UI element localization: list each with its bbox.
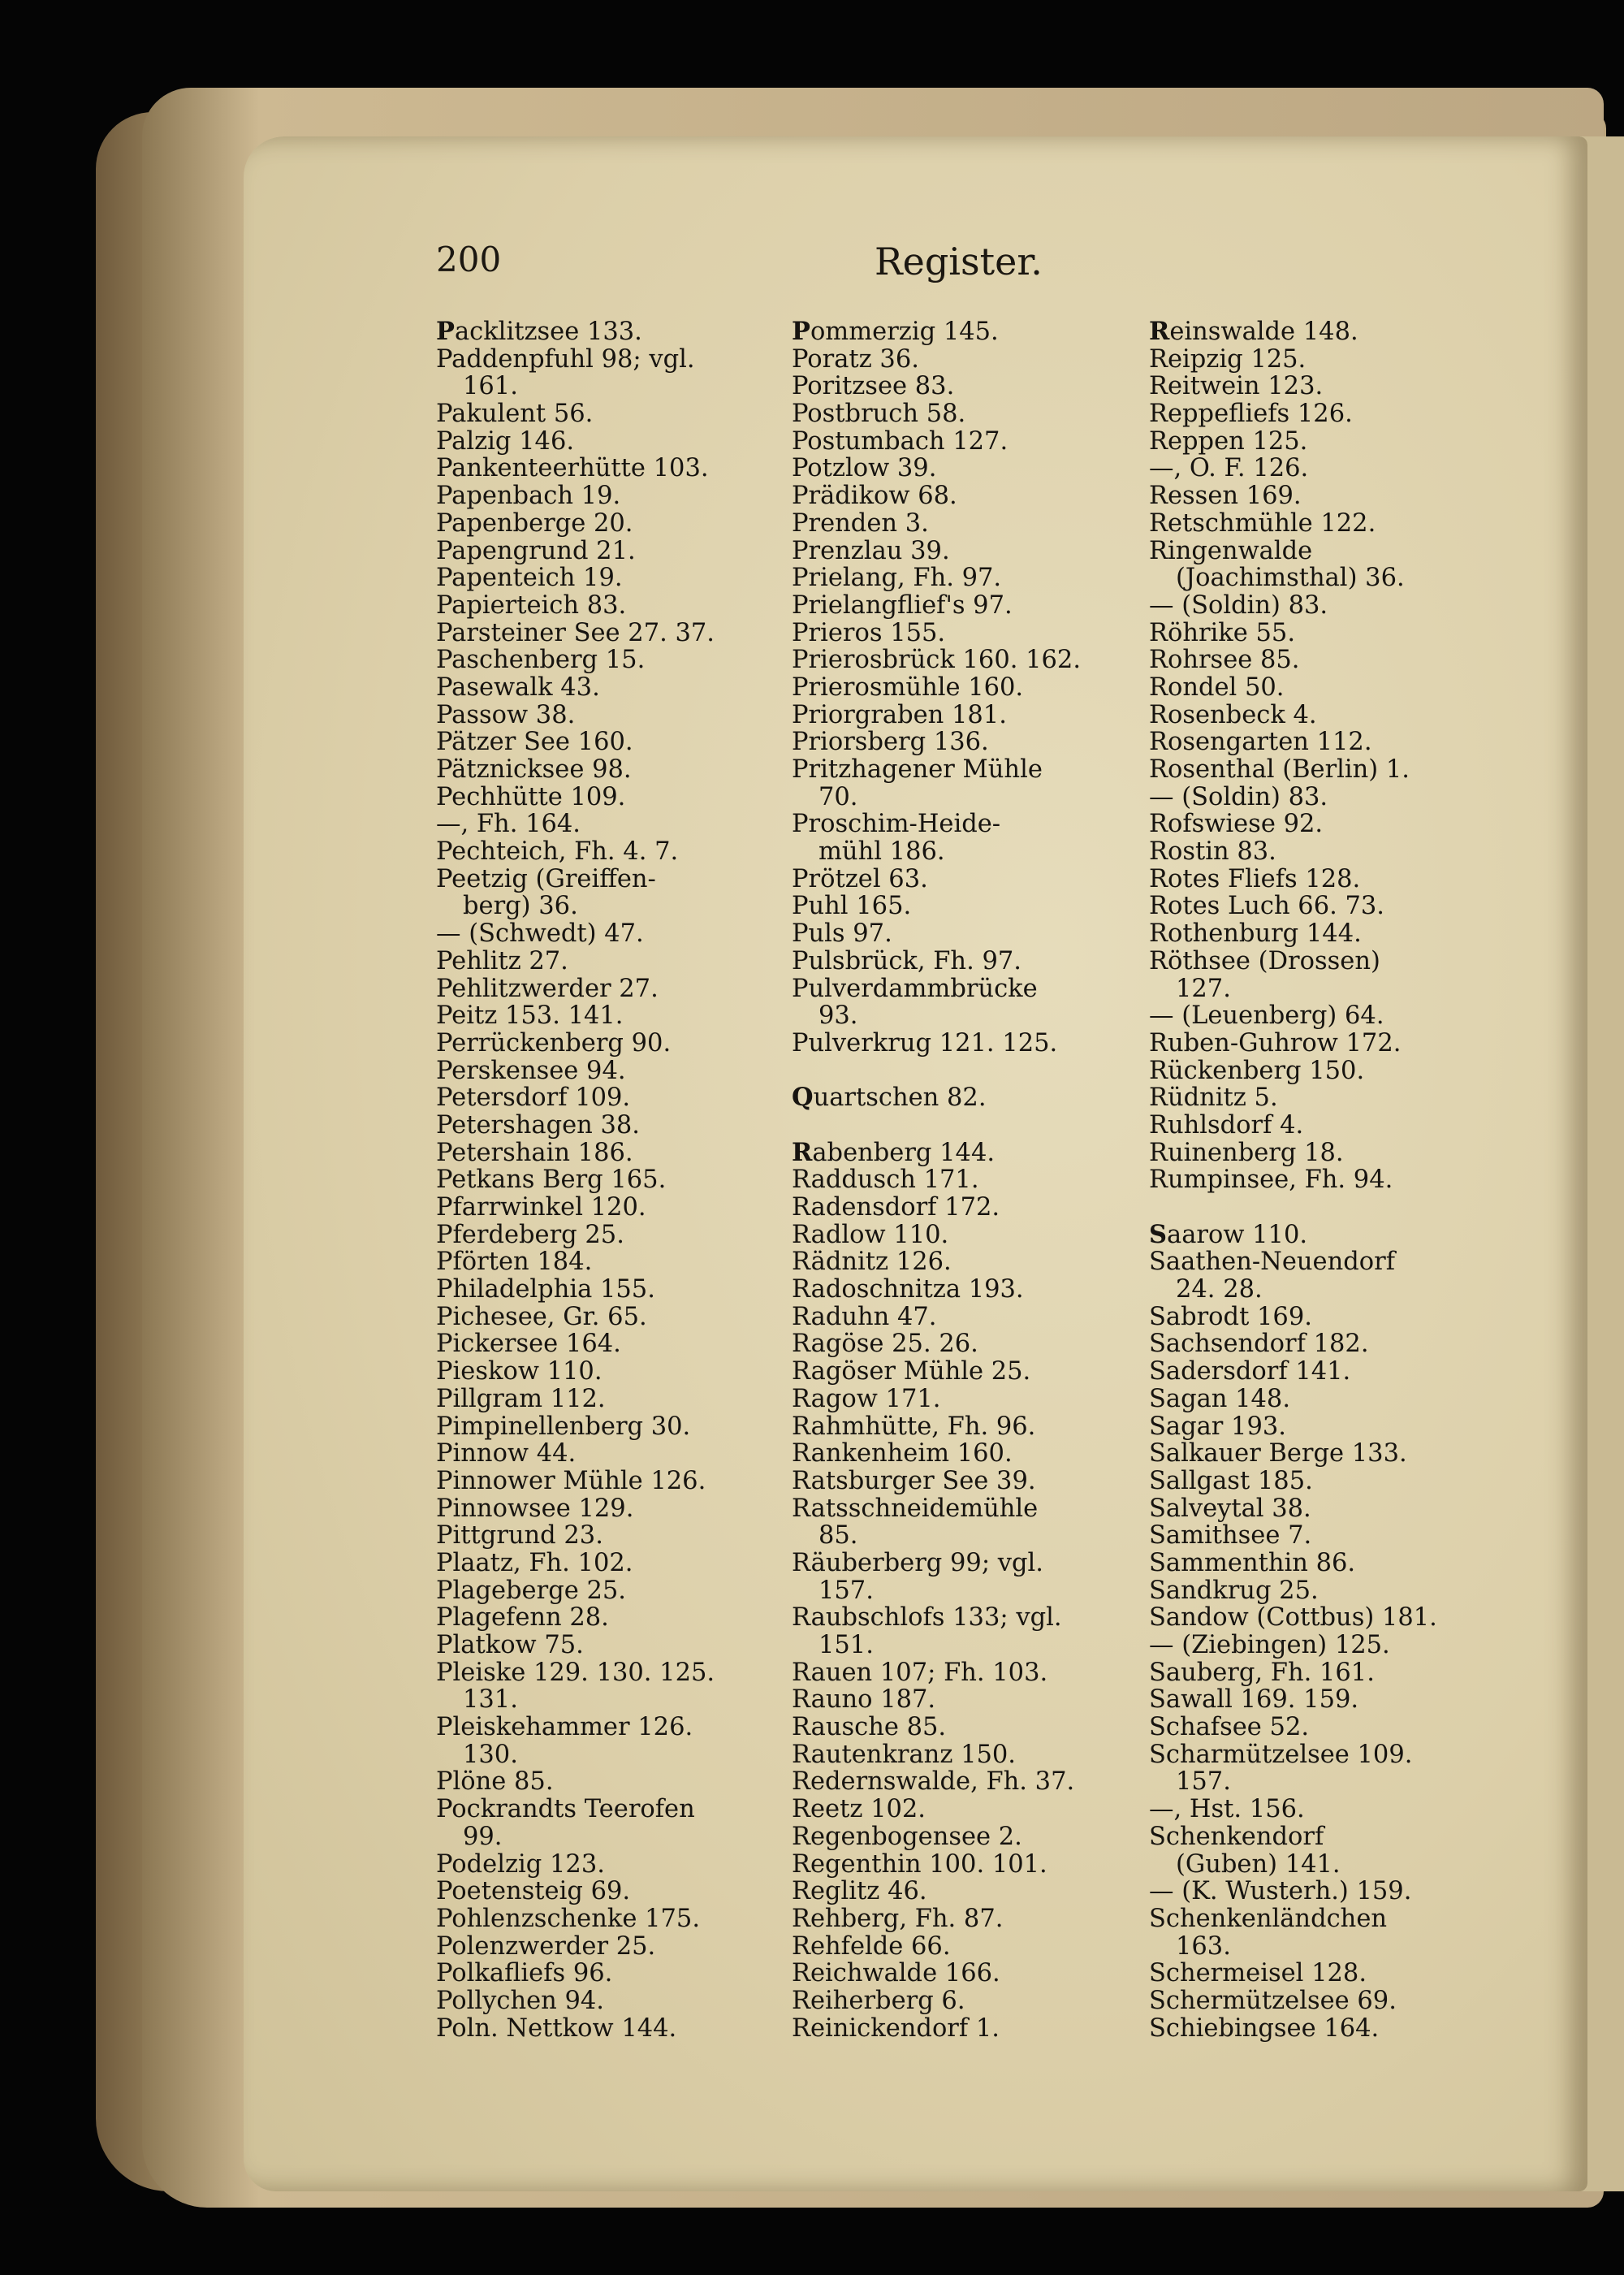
register-entry: Schenkenländchen [1149,1904,1388,1933]
register-entry: Retschmühle 122. [1149,508,1376,538]
register-entry: Samithsee 7. [1149,1521,1312,1551]
register-entry: Peetzig (Greiffen- [436,864,656,893]
register-entry: Ruinenberg 18. [1149,1138,1344,1167]
register-entry: Poetensteig 69. [436,1877,631,1906]
register-entry: Papierteich 83. [436,590,627,620]
register-entry: Rosenthal (Berlin) 1. [1149,755,1410,784]
register-entry: Scharmützelsee 109. [1149,1740,1413,1769]
register-entry: Pförten 184. [436,1248,593,1277]
register-entry: Rüdnitz 5. [1149,1083,1278,1113]
register-entry: Pulverkrug 121. 125. [792,1028,1058,1057]
register-entry: Rahmhütte, Fh. 96. [792,1412,1036,1441]
register-entry: Pätzer See 160. [436,728,633,757]
register-entry: Reipzig 125. [1149,344,1307,374]
register-entry: Proschim-Heide- [792,810,1001,839]
register-entry: Prötzel 63. [792,864,928,893]
register-entry: Sadersdorf 141. [1149,1357,1351,1386]
register-entry: Pankenteerhütte 103. [436,454,709,483]
register-entry: 157. [818,1576,874,1605]
register-entry: Paschenberg 15. [436,646,646,675]
register-entry: 161. [463,372,518,401]
register-entry: Puhl 165. [792,892,912,921]
register-entry: — (Soldin) 83. [1149,782,1328,811]
register-entry: Röthsee (Drossen) [1149,946,1380,975]
register-entry: Schermützelsee 69. [1149,1986,1397,2015]
register-entry: Plageberge 25. [436,1576,626,1605]
register-entry: Polkafliefs 96. [436,1959,613,1988]
register-entry: Prierosmühle 160. [792,673,1024,702]
register-entry: Quartschen 82. [792,1083,987,1113]
register-entry: Schermeisel 128. [1149,1959,1367,1988]
register-entry: — (K. Wusterh.) 159. [1149,1877,1412,1906]
page-header [436,240,1435,288]
register-entry: —, O. F. 126. [1149,454,1309,483]
register-entry: Reglitz 46. [792,1877,927,1906]
register-entry: Saarow 110. [1149,1219,1308,1249]
register-entry: Prielangflief's 97. [792,590,1013,620]
register-entry: 131. [463,1685,518,1715]
register-entry: Pleiske 129. 130. 125. [436,1658,715,1687]
register-entry: Saathen-Neuendorf [1149,1248,1395,1277]
register-entry: — (Leuenberg) 64. [1149,1001,1384,1031]
register-entry: Radoschnitza 193. [792,1275,1024,1304]
register-entry: Ringenwalde [1149,536,1313,565]
register-entry: Petersdorf 109. [436,1083,631,1113]
register-entry: 163. [1176,1931,1231,1961]
register-entry: Reitwein 123. [1149,372,1324,401]
register-entry: Reichwalde 166. [792,1959,1000,1988]
register-entry: Rädnitz 126. [792,1248,952,1277]
register-entry: Sauberg, Fh. 161. [1149,1658,1375,1687]
register-entry: Pockrandts Teerofen [436,1795,695,1824]
register-entry: Pohlenzschenke 175. [436,1904,701,1933]
register-entry: Sandkrug 25. [1149,1576,1319,1605]
register-entry: Priorgraben 181. [792,700,1007,729]
register-entry: Pechteich, Fh. 4. 7. [436,837,679,867]
register-column-3 [1149,318,1437,2042]
register-entry: Plaatz, Fh. 102. [436,1548,633,1577]
register-entry: Poln. Nettkow 144. [436,2013,677,2043]
register-entry: Plagefenn 28. [436,1603,609,1633]
register-entry: Prädikow 68. [792,482,957,511]
register-entry: Rondel 50. [1149,673,1285,702]
register-entry: Pehlitz 27. [436,946,568,975]
register-entry: Pickersee 164. [436,1330,621,1359]
register-entry: Parsteiner See 27. 37. [436,618,715,647]
register-entry: Reppefliefs 126. [1149,400,1353,429]
register-entry: Ruhlsdorf 4. [1149,1110,1304,1140]
register-entry: Petershain 186. [436,1138,633,1167]
register-entry: Paddenpfuhl 98; vgl. [436,344,695,374]
register-entry: — (Ziebingen) 125. [1149,1631,1390,1659]
register-entry: 99. [463,1822,503,1851]
register-entry: Sandow (Cottbus) 181. [1149,1603,1437,1633]
register-entry: Pinnowsee 129. [436,1494,634,1523]
register-entry: Rehberg, Fh. 87. [792,1904,1004,1933]
register-entry: berg) 36. [463,892,578,921]
register-entry: Rabenberg 144. [792,1137,996,1167]
register-entry: Papenberge 20. [436,508,633,538]
register-entry: Papenteich 19. [436,564,623,593]
register-entry: Radensdorf 172. [792,1193,1000,1222]
register-entry: 157. [1176,1767,1231,1797]
register-entry: Palzig 146. [436,426,575,456]
register-entry: 151. [818,1631,874,1659]
register-entry: (Guben) 141. [1176,1849,1341,1879]
register-entry: Pritzhagener Mühle [792,755,1043,784]
register-entry: Rotes Luch 66. 73. [1149,892,1385,921]
register-entry: Rohrsee 85. [1149,646,1300,675]
register-entry: Papenbach 19. [436,482,621,511]
register-entry: Rautenkranz 150. [792,1740,1017,1769]
register-entry: Papengrund 21. [436,536,636,565]
register-entry: Schiebingsee 164. [1149,2013,1380,2043]
register-entry: Prieros 155. [792,618,946,647]
register-entry: Ragöser Mühle 25. [792,1357,1031,1386]
register-entry: Rothenburg 144. [1149,919,1362,949]
register-entry: —, Fh. 164. [436,810,581,839]
register-entry: — (Soldin) 83. [1149,590,1328,620]
register-column-1 [436,318,715,2042]
section-spacer [1149,1194,1437,1222]
register-entry: Pulverdammbrücke [792,974,1038,1003]
register-entry: Pieskow 110. [436,1357,603,1386]
register-entry: Rankenheim 160. [792,1439,1013,1468]
register-entry: Ressen 169. [1149,482,1302,511]
register-entry: Raubschlofs 133; vgl. [792,1603,1062,1633]
register-entry: mühl 186. [818,837,945,867]
register-entry: Rauno 187. [792,1685,936,1715]
page-number: 200 [436,240,502,279]
register-entry: Prenden 3. [792,508,929,538]
register-entry: Salveytal 38. [1149,1494,1311,1523]
register-entry: Podelzig 123. [436,1849,605,1879]
register-entry: Radlow 110. [792,1220,949,1249]
register-entry: Sawall 169. 159. [1149,1685,1359,1715]
register-entry: Reiherberg 6. [792,1986,965,2015]
register-entry: Regenthin 100. 101. [792,1849,1047,1879]
register-entry: Rosenbeck 4. [1149,700,1317,729]
register-entry: Pichesee, Gr. 65. [436,1302,647,1331]
register-entry: Rehfelde 66. [792,1931,951,1961]
register-entry: Pommerzig 145. [792,317,999,346]
register-entry: Plöne 85. [436,1767,554,1797]
register-entry: Rumpinsee, Fh. 94. [1149,1166,1393,1195]
register-entry: Ratsburger See 39. [792,1466,1036,1495]
register-entry: Pferdeberg 25. [436,1220,624,1249]
register-entry: Raddusch 171. [792,1166,979,1195]
register-entry: 70. [818,782,858,811]
register-entry: Poritzsee 83. [792,372,955,401]
register-entry: Rostin 83. [1149,837,1276,867]
register-entry: Passow 38. [436,700,576,729]
register-entry: Pittgrund 23. [436,1521,603,1551]
register-entry: Pakulent 56. [436,400,594,429]
register-entry: Postumbach 127. [792,426,1009,456]
register-entry: Reetz 102. [792,1795,926,1824]
page-title: Register. [875,240,1043,283]
register-entry: Sachsendorf 182. [1149,1330,1369,1359]
register-entry: Puls 97. [792,919,892,949]
register-entry: — (Schwedt) 47. [436,919,644,949]
register-entry: 93. [818,1001,858,1031]
register-entry: (Joachimsthal) 36. [1176,564,1405,593]
register-entry: Pinnow 44. [436,1439,577,1468]
register-entry: Reinswalde 148. [1149,317,1358,346]
register-entry: Raduhn 47. [792,1302,937,1331]
register-entry: Sagar 193. [1149,1412,1286,1441]
register-entry: Petkans Berg 165. [436,1166,667,1195]
register-entry: Ragöse 25. 26. [792,1330,978,1359]
register-entry: Rosengarten 112. [1149,728,1372,757]
section-spacer [792,1057,1081,1085]
register-entry: Pätznicksee 98. [436,755,632,784]
register-entry: Rofswiese 92. [1149,810,1324,839]
register-entry: Pfarrwinkel 120. [436,1193,646,1222]
register-entry: 130. [463,1740,518,1769]
register-entry: Pechhütte 109. [436,782,626,811]
register-entry: Pehlitzwerder 27. [436,974,659,1003]
register-entry: Schafsee 52. [1149,1713,1310,1742]
register-entry: Reinickendorf 1. [792,2013,1000,2043]
register-entry: —, Hst. 156. [1149,1795,1305,1824]
register-entry: Pinnower Mühle 126. [436,1466,706,1495]
register-entry: Ruben-Guhrow 172. [1149,1028,1402,1057]
register-entry: Regenbogensee 2. [792,1822,1022,1851]
register-entry: Ragow 171. [792,1384,941,1413]
register-entry: Rausche 85. [792,1713,947,1742]
register-entry: Polenzwerder 25. [436,1931,656,1961]
register-entry: Ratsschneidemühle [792,1494,1039,1523]
register-entry: Redernswalde, Fh. 37. [792,1767,1075,1797]
section-spacer [792,1112,1081,1140]
register-entry: Pleiskehammer 126. [436,1713,693,1742]
register-entry: Peitz 153. 141. [436,1001,624,1031]
register-entry: Potzlow 39. [792,454,937,483]
register-entry: Poratz 36. [792,344,919,374]
register-entry: Perskensee 94. [436,1056,626,1085]
register-entry: Packlitzsee 133. [436,317,642,346]
register-entry: Sammenthin 86. [1149,1548,1356,1577]
register-entry: Sallgast 185. [1149,1466,1313,1495]
register-entry: Priorsberg 136. [792,728,989,757]
register-entry: Pillgram 112. [436,1384,606,1413]
register-entry: Pollychen 94. [436,1986,605,2015]
register-entry: 127. [1176,974,1231,1003]
register-entry: 85. [818,1521,858,1551]
register-entry: Prierosbrück 160. 162. [792,646,1082,675]
register-entry: Räuberberg 99; vgl. [792,1548,1044,1577]
register-entry: Pulsbrück, Fh. 97. [792,946,1021,975]
register-entry: Sabrodt 169. [1149,1302,1312,1331]
register-entry: Prielang, Fh. 97. [792,564,1002,593]
register-entry: Rotes Fliefs 128. [1149,864,1361,893]
register-entry: Schenkendorf [1149,1822,1324,1851]
register-entry: Pasewalk 43. [436,673,600,702]
register-entry: Prenzlau 39. [792,536,950,565]
register-entry: Reppen 125. [1149,426,1308,456]
register-entry: Rauen 107; Fh. 103. [792,1658,1048,1687]
register-entry: Petershagen 38. [436,1110,640,1140]
register-entry: Platkow 75. [436,1631,584,1659]
register-column-2 [792,318,1081,2042]
register-entry: Rückenberg 150. [1149,1056,1365,1085]
register-entry: Pimpinellenberg 30. [436,1412,691,1441]
register-entry: Sagan 148. [1149,1384,1291,1413]
register-entry: Salkauer Berge 133. [1149,1439,1407,1468]
register-entry: Röhrike 55. [1149,618,1296,647]
register-entry: 24. 28. [1176,1275,1263,1304]
register-entry: Postbruch 58. [792,400,966,429]
register-entry: Perrückenberg 90. [436,1028,672,1057]
register-entry: Philadelphia 155. [436,1275,655,1304]
